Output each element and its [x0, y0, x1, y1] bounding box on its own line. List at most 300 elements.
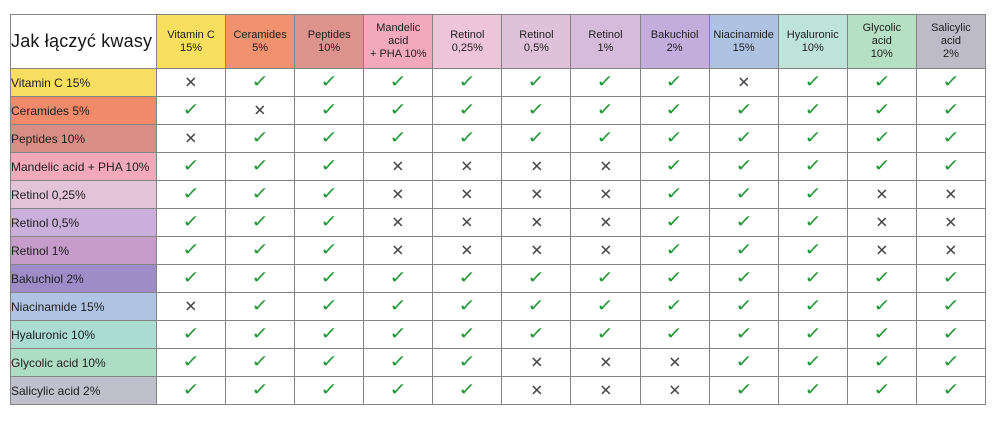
column-header	[433, 15, 502, 69]
check-icon: ✓	[527, 267, 546, 288]
compatibility-cell	[226, 153, 295, 181]
compatibility-cell	[778, 293, 847, 321]
compatibility-cell	[640, 293, 709, 321]
cross-icon: ✕	[460, 213, 474, 232]
check-icon: ✓	[942, 323, 960, 344]
compatibility-cell	[364, 181, 433, 209]
cross-icon: ✕	[529, 157, 543, 176]
check-icon: ✓	[458, 351, 477, 372]
check-icon: ✓	[320, 71, 339, 92]
compatibility-cell	[640, 321, 709, 349]
compatibility-cell	[847, 265, 916, 293]
check-icon: ✓	[942, 71, 960, 92]
row-header: Salicylic acid 2%	[11, 377, 157, 405]
table-row	[11, 97, 986, 125]
column-header-line: acid	[871, 35, 892, 47]
cross-icon: ✕	[391, 213, 405, 232]
check-icon: ✓	[734, 351, 753, 372]
table-row	[11, 181, 986, 209]
column-header-line: Niacinamide	[713, 28, 774, 41]
compatibility-cell	[778, 153, 847, 181]
compatibility-cell	[364, 125, 433, 153]
compatibility-cell	[916, 321, 985, 349]
compatibility-cell	[157, 377, 226, 405]
header-row	[11, 15, 986, 69]
row-header: Ceramides 5%	[11, 97, 157, 125]
compatibility-cell	[295, 377, 364, 405]
check-icon: ✓	[596, 71, 615, 92]
cross-icon: ✕	[529, 213, 543, 232]
check-icon: ✓	[389, 323, 408, 344]
cross-icon: ✕	[944, 185, 958, 204]
compatibility-cell	[709, 321, 778, 349]
check-icon: ✓	[734, 99, 753, 120]
compatibility-cell	[778, 69, 847, 97]
compatibility-cell	[226, 265, 295, 293]
compatibility-cell	[916, 181, 985, 209]
column-header-line: 1%	[597, 41, 614, 54]
table-row	[11, 209, 986, 237]
column-header-line: 0,25%	[451, 41, 483, 54]
check-icon: ✓	[665, 155, 684, 176]
row-header: Glycolic acid 10%	[11, 349, 157, 377]
compatibility-cell	[709, 97, 778, 125]
compatibility-cell	[433, 153, 502, 181]
check-icon: ✓	[872, 127, 891, 148]
column-header	[847, 15, 916, 69]
column-header-line: 5%	[252, 41, 269, 54]
compatibility-cell	[709, 349, 778, 377]
compatibility-cell	[157, 321, 226, 349]
check-icon: ✓	[665, 267, 684, 288]
compatibility-cell	[157, 237, 226, 265]
check-icon: ✓	[389, 267, 408, 288]
cross-icon: ✕	[529, 353, 543, 372]
compatibility-cell	[502, 265, 571, 293]
cross-icon: ✕	[599, 353, 612, 372]
check-icon: ✓	[665, 323, 684, 344]
compatibility-cell	[709, 377, 778, 405]
column-header-line: 15%	[732, 41, 755, 54]
compatibility-cell	[433, 209, 502, 237]
compatibility-cell	[778, 349, 847, 377]
compatibility-cell	[847, 69, 916, 97]
check-icon: ✓	[320, 295, 339, 316]
compatibility-cell	[847, 181, 916, 209]
cross-icon: ✕	[391, 185, 405, 204]
row-header: Bakuchiol 2%	[11, 265, 157, 293]
check-icon: ✓	[182, 183, 200, 204]
cross-icon: ✕	[184, 297, 198, 316]
check-icon: ✓	[389, 127, 408, 148]
check-icon: ✓	[320, 155, 339, 176]
column-header	[364, 15, 433, 69]
compatibility-cell	[295, 125, 364, 153]
check-icon: ✓	[942, 295, 960, 316]
compatibility-cell	[778, 237, 847, 265]
check-icon: ✓	[872, 295, 891, 316]
check-icon: ✓	[942, 99, 960, 120]
row-header: Vitamin C 15%	[11, 69, 157, 97]
check-icon: ✓	[803, 127, 822, 148]
column-header	[157, 15, 226, 69]
compatibility-cell	[571, 125, 640, 153]
check-icon: ✓	[320, 323, 339, 344]
check-icon: ✓	[527, 323, 546, 344]
column-header-line: 10%	[801, 41, 824, 54]
compatibility-cell	[571, 321, 640, 349]
check-icon: ✓	[803, 295, 822, 316]
check-icon: ✓	[803, 379, 822, 400]
check-icon: ✓	[803, 351, 822, 372]
table-row	[11, 349, 986, 377]
column-header-line: 10%	[870, 48, 893, 60]
table-row	[11, 293, 986, 321]
compatibility-cell	[709, 69, 778, 97]
compatibility-cell	[157, 349, 226, 377]
cross-icon: ✕	[737, 73, 751, 92]
compatibility-cell	[916, 293, 985, 321]
check-icon: ✓	[872, 351, 891, 372]
check-icon: ✓	[803, 211, 822, 232]
compatibility-cell	[640, 377, 709, 405]
check-icon: ✓	[527, 71, 546, 92]
compatibility-cell	[640, 125, 709, 153]
table-row	[11, 237, 986, 265]
compatibility-cell	[916, 97, 985, 125]
cross-icon: ✕	[875, 185, 889, 204]
check-icon: ✓	[872, 379, 891, 400]
compatibility-cell	[709, 125, 778, 153]
check-icon: ✓	[665, 295, 684, 316]
column-header	[778, 15, 847, 69]
compatibility-cell	[640, 349, 709, 377]
compatibility-cell	[364, 69, 433, 97]
compatibility-cell	[502, 209, 571, 237]
check-icon: ✓	[527, 99, 546, 120]
compatibility-cell	[226, 293, 295, 321]
check-icon: ✓	[665, 99, 684, 120]
compatibility-cell	[157, 181, 226, 209]
table-row	[11, 377, 986, 405]
check-icon: ✓	[182, 267, 200, 288]
compatibility-cell	[640, 237, 709, 265]
check-icon: ✓	[596, 267, 615, 288]
cross-icon: ✕	[253, 101, 267, 120]
compatibility-cell	[778, 321, 847, 349]
check-icon: ✓	[872, 267, 891, 288]
check-icon: ✓	[458, 323, 477, 344]
column-header-line: Glycolic	[862, 22, 902, 34]
check-icon: ✓	[320, 351, 339, 372]
table-row	[11, 265, 986, 293]
column-header-line: Retinol	[519, 28, 554, 41]
check-icon: ✓	[389, 379, 408, 400]
compatibility-cell	[571, 97, 640, 125]
check-icon: ✓	[872, 71, 891, 92]
check-icon: ✓	[251, 239, 270, 260]
check-icon: ✓	[942, 351, 960, 372]
compatibility-cell	[295, 97, 364, 125]
compatibility-cell	[226, 377, 295, 405]
compatibility-cell	[778, 181, 847, 209]
compatibility-cell	[571, 237, 640, 265]
check-icon: ✓	[596, 295, 615, 316]
row-header: Retinol 0,25%	[11, 181, 157, 209]
row-header: Retinol 0,5%	[11, 209, 157, 237]
compatibility-cell	[778, 97, 847, 125]
compatibility-cell	[571, 69, 640, 97]
check-icon: ✓	[803, 155, 822, 176]
check-icon: ✓	[182, 99, 200, 120]
check-icon: ✓	[734, 267, 753, 288]
check-icon: ✓	[320, 379, 339, 400]
check-icon: ✓	[389, 351, 408, 372]
cross-icon: ✕	[599, 213, 612, 232]
page-title: Jak łączyć kwasy	[11, 15, 157, 69]
compatibility-cell	[916, 69, 985, 97]
compatibility-cell	[709, 153, 778, 181]
check-icon: ✓	[942, 127, 960, 148]
compatibility-cell	[640, 209, 709, 237]
check-icon: ✓	[942, 267, 960, 288]
check-icon: ✓	[389, 295, 408, 316]
column-header-line: acid	[388, 35, 409, 47]
compatibility-cell	[778, 265, 847, 293]
compatibility-cell	[157, 97, 226, 125]
compatibility-cell	[226, 97, 295, 125]
compatibility-cell	[571, 181, 640, 209]
check-icon: ✓	[872, 99, 891, 120]
compatibility-cell	[916, 349, 985, 377]
check-icon: ✓	[803, 323, 822, 344]
compatibility-cell	[640, 153, 709, 181]
column-header-line: Bakuchiol	[650, 28, 699, 41]
compatibility-cell	[709, 237, 778, 265]
compatibility-cell	[502, 349, 571, 377]
compatibility-cell	[433, 97, 502, 125]
check-icon: ✓	[182, 323, 200, 344]
check-icon: ✓	[251, 211, 270, 232]
check-icon: ✓	[734, 295, 753, 316]
compatibility-cell	[295, 209, 364, 237]
check-icon: ✓	[320, 211, 339, 232]
check-icon: ✓	[665, 211, 684, 232]
check-icon: ✓	[527, 127, 546, 148]
compatibility-cell	[295, 265, 364, 293]
compatibility-cell	[571, 209, 640, 237]
compatibility-cell	[571, 153, 640, 181]
compatibility-cell	[295, 69, 364, 97]
check-icon: ✓	[942, 155, 960, 176]
compatibility-cell	[571, 349, 640, 377]
compatibility-cell	[847, 321, 916, 349]
compatibility-cell	[502, 377, 571, 405]
cross-icon: ✕	[184, 73, 198, 92]
check-icon: ✓	[803, 99, 822, 120]
check-icon: ✓	[251, 127, 270, 148]
row-header: Retinol 1%	[11, 237, 157, 265]
check-icon: ✓	[596, 99, 615, 120]
table-row	[11, 321, 986, 349]
check-icon: ✓	[803, 267, 822, 288]
compatibility-cell	[226, 321, 295, 349]
compatibility-cell	[226, 349, 295, 377]
check-icon: ✓	[458, 99, 477, 120]
compatibility-cell	[364, 377, 433, 405]
column-header-line: Salicylic	[931, 22, 971, 34]
compatibility-cell	[502, 321, 571, 349]
column-header-line: Mandelic	[376, 22, 421, 34]
cross-icon: ✕	[391, 241, 405, 260]
column-header	[640, 15, 709, 69]
row-header: Mandelic acid + PHA 10%	[11, 153, 157, 181]
check-icon: ✓	[665, 71, 684, 92]
compatibility-cell	[433, 321, 502, 349]
compatibility-cell	[778, 125, 847, 153]
compatibility-cell	[226, 181, 295, 209]
compatibility-cell	[916, 237, 985, 265]
check-icon: ✓	[803, 239, 822, 260]
column-header	[709, 15, 778, 69]
compatibility-cell	[295, 237, 364, 265]
compatibility-cell	[571, 377, 640, 405]
compatibility-cell	[433, 293, 502, 321]
column-header-line: 2%	[942, 48, 959, 60]
cross-icon: ✕	[184, 129, 198, 148]
compatibility-cell	[226, 209, 295, 237]
row-header: Niacinamide 15%	[11, 293, 157, 321]
check-icon: ✓	[251, 71, 270, 92]
table-row	[11, 69, 986, 97]
check-icon: ✓	[734, 183, 753, 204]
check-icon: ✓	[320, 127, 339, 148]
compatibility-cell	[364, 153, 433, 181]
compatibility-cell	[640, 265, 709, 293]
compatibility-cell	[364, 293, 433, 321]
check-icon: ✓	[596, 323, 615, 344]
check-icon: ✓	[665, 239, 684, 260]
check-icon: ✓	[320, 99, 339, 120]
compatibility-cell	[364, 349, 433, 377]
check-icon: ✓	[251, 267, 270, 288]
compatibility-cell	[709, 293, 778, 321]
check-icon: ✓	[734, 323, 753, 344]
compatibility-cell	[847, 377, 916, 405]
compatibility-cell	[640, 181, 709, 209]
check-icon: ✓	[182, 351, 200, 372]
compatibility-cell	[295, 153, 364, 181]
check-icon: ✓	[665, 183, 684, 204]
cross-icon: ✕	[460, 241, 474, 260]
column-header-line: Ceramides	[233, 28, 287, 41]
cross-icon: ✕	[391, 157, 405, 176]
cross-icon: ✕	[460, 185, 474, 204]
check-icon: ✓	[803, 183, 822, 204]
check-icon: ✓	[182, 239, 200, 260]
check-icon: ✓	[734, 379, 753, 400]
check-icon: ✓	[734, 239, 753, 260]
compatibility-cell	[295, 181, 364, 209]
cross-icon: ✕	[944, 213, 958, 232]
compatibility-cell	[157, 209, 226, 237]
column-header	[571, 15, 640, 69]
compatibility-cell	[364, 265, 433, 293]
check-icon: ✓	[458, 127, 477, 148]
compatibility-cell	[847, 237, 916, 265]
compatibility-cell	[226, 237, 295, 265]
cross-icon: ✕	[875, 213, 889, 232]
compatibility-cell	[433, 349, 502, 377]
check-icon: ✓	[182, 379, 200, 400]
compatibility-cell	[916, 265, 985, 293]
cross-icon: ✕	[599, 157, 612, 176]
compatibility-cell	[571, 293, 640, 321]
check-icon: ✓	[872, 155, 891, 176]
cross-icon: ✕	[875, 241, 889, 260]
compatibility-cell	[157, 125, 226, 153]
check-icon: ✓	[596, 127, 615, 148]
compatibility-cell	[640, 97, 709, 125]
column-header-line: 15%	[180, 41, 203, 54]
compatibility-cell	[502, 293, 571, 321]
cross-icon: ✕	[460, 157, 474, 176]
cross-icon: ✕	[529, 185, 543, 204]
column-header-line: Retinol	[588, 28, 623, 41]
compatibility-cell	[778, 209, 847, 237]
compatibility-cell	[364, 97, 433, 125]
compatibility-cell	[778, 377, 847, 405]
compatibility-cell	[847, 153, 916, 181]
column-header-line: 2%	[666, 41, 683, 54]
cross-icon: ✕	[599, 185, 612, 204]
check-icon: ✓	[251, 323, 270, 344]
compatibility-cell	[295, 321, 364, 349]
compatibility-cell	[433, 181, 502, 209]
compatibility-cell	[295, 349, 364, 377]
compatibility-cell	[571, 265, 640, 293]
cross-icon: ✕	[668, 353, 682, 372]
column-header-line: + PHA 10%	[369, 48, 427, 60]
compatibility-cell	[916, 153, 985, 181]
check-icon: ✓	[320, 239, 339, 260]
check-icon: ✓	[251, 351, 270, 372]
compatibility-cell	[157, 69, 226, 97]
compatibility-cell	[847, 209, 916, 237]
compatibility-cell	[502, 97, 571, 125]
row-header: Hyaluronic 10%	[11, 321, 157, 349]
column-header-line: Vitamin C	[167, 28, 215, 41]
check-icon: ✓	[251, 379, 270, 400]
table-row	[11, 153, 986, 181]
check-icon: ✓	[458, 71, 477, 92]
cross-icon: ✕	[599, 381, 612, 400]
cross-icon: ✕	[529, 381, 543, 400]
check-icon: ✓	[251, 155, 270, 176]
cross-icon: ✕	[944, 241, 958, 260]
compatibility-cell	[847, 97, 916, 125]
compatibility-cell	[157, 265, 226, 293]
compatibility-table	[10, 14, 986, 405]
compatibility-cell	[502, 69, 571, 97]
check-icon: ✓	[389, 71, 408, 92]
check-icon: ✓	[458, 379, 477, 400]
compatibility-cell	[709, 265, 778, 293]
cross-icon: ✕	[529, 241, 543, 260]
check-icon: ✓	[458, 267, 477, 288]
check-icon: ✓	[251, 183, 270, 204]
check-icon: ✓	[734, 127, 753, 148]
